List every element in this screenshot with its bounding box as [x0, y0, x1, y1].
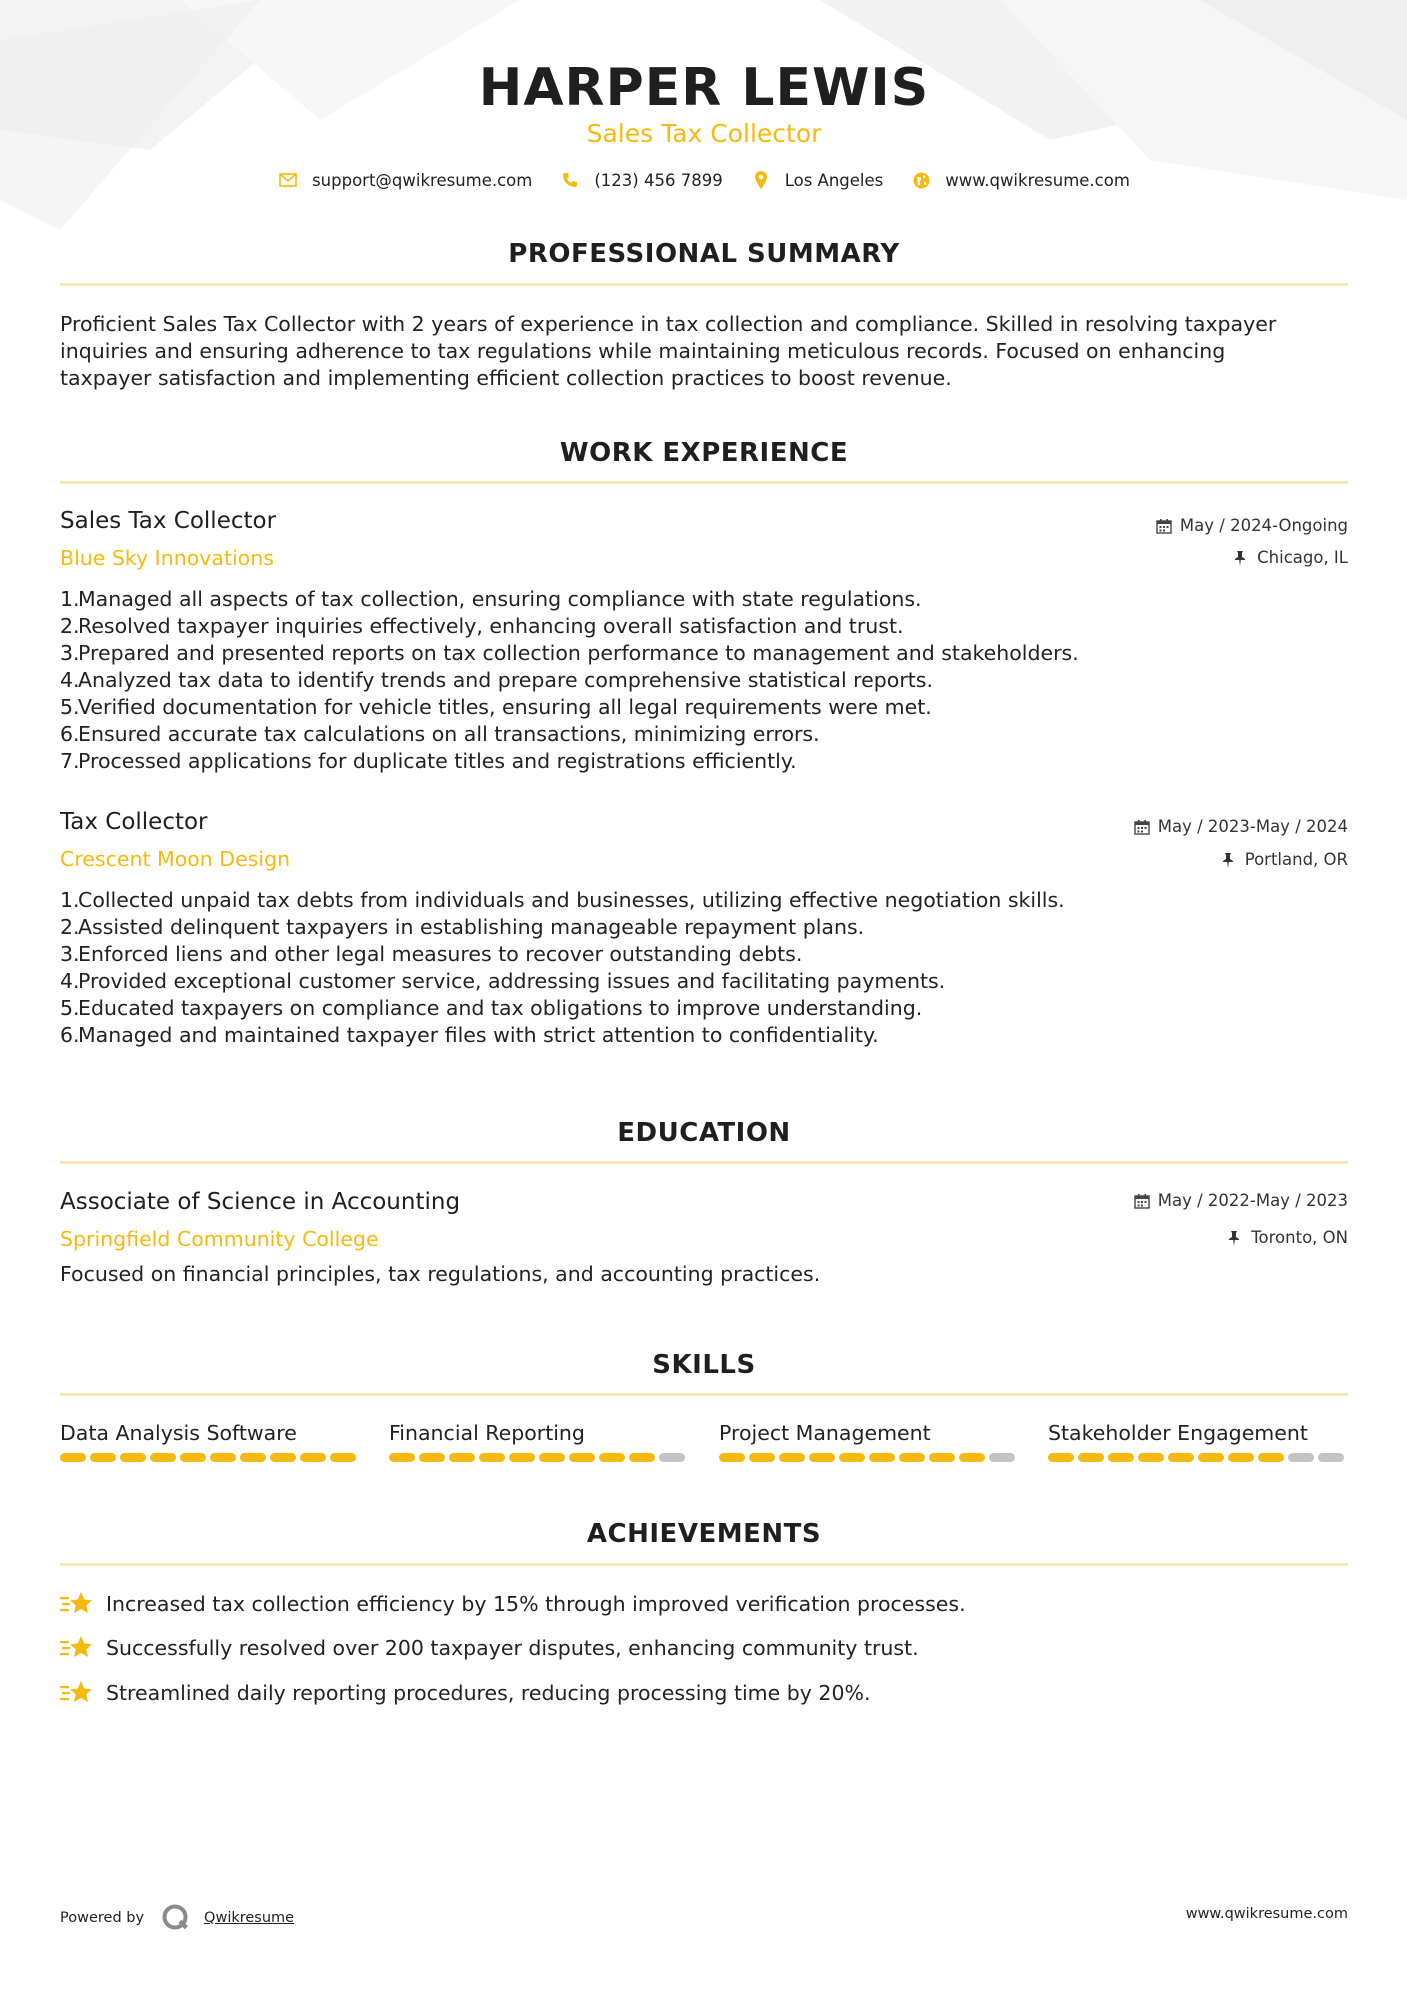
- skill-segment-empty: [1318, 1453, 1344, 1462]
- skill-item: [60, 1419, 360, 1462]
- job-location: [1221, 849, 1348, 871]
- education-dates: [1134, 1190, 1348, 1212]
- list-item: 6. Ensured accurate tax calculations on all transactions, minimizing errors.: [60, 722, 820, 746]
- contact-bar: [60, 170, 1348, 190]
- skill-segment-filled: [1078, 1453, 1104, 1462]
- shooting-star-icon: [60, 1590, 94, 1618]
- job-bullets: [60, 586, 1348, 775]
- candidate-name: HARPER LEWIS: [478, 58, 930, 118]
- skill-segment-filled: [629, 1453, 655, 1462]
- skill-segment-filled: [90, 1453, 116, 1462]
- job-company: Blue Sky Innovations: [60, 546, 274, 570]
- list-item: 3. Enforced liens and other legal measures to recover outstanding debts.: [60, 942, 803, 966]
- skill-segment-filled: [539, 1453, 565, 1462]
- achievement-item: [60, 1634, 919, 1662]
- education-heading: EDUCATION: [617, 1118, 791, 1148]
- contact-website[interactable]: [911, 170, 1130, 190]
- globe-icon: [911, 170, 931, 190]
- skill-segment-filled: [180, 1453, 206, 1462]
- summary-text: [60, 311, 1348, 392]
- education-location-text: Toronto, ON: [1251, 1228, 1348, 1247]
- job-location-text: Chicago, IL: [1257, 548, 1348, 567]
- skill-segment-filled: [1168, 1453, 1194, 1462]
- skill-segment-filled: [120, 1453, 146, 1462]
- skill-label: Data Analysis Software: [60, 1421, 297, 1445]
- skill-rating-bar: [1048, 1453, 1348, 1462]
- skill-item: [1048, 1419, 1348, 1462]
- job-location: [1233, 547, 1348, 569]
- email-text: support@qwikresume.com: [312, 170, 533, 190]
- location-text: Los Angeles: [784, 170, 884, 190]
- summary-line: inquiries and ensuring adherence to tax regulations while maintaining meticulous records. Focused on enhancing: [60, 339, 1226, 363]
- calendar-icon: [1134, 1193, 1150, 1209]
- skill-segment-filled: [60, 1453, 86, 1462]
- contact-location: [751, 170, 884, 190]
- summary-divider: [60, 283, 1348, 286]
- calendar-icon: [1134, 819, 1150, 835]
- list-item: 2. Assisted delinquent taxpayers in establishing manageable repayment plans.: [60, 915, 865, 939]
- skill-segment-filled: [1228, 1453, 1254, 1462]
- skill-segment-filled: [569, 1453, 595, 1462]
- candidate-title: Sales Tax Collector: [586, 119, 822, 148]
- skill-segment-filled: [809, 1453, 835, 1462]
- list-item: 1. Managed all aspects of tax collection, ensuring compliance with state regulations.: [60, 587, 922, 611]
- education-divider: [60, 1161, 1348, 1164]
- list-item: 5. Educated taxpayers on compliance and tax obligations to improve understanding.: [60, 996, 923, 1020]
- skill-segment-filled: [419, 1453, 445, 1462]
- list-item: 7. Processed applications for duplicate titles and registrations efficiently.: [60, 749, 797, 773]
- skill-segment-filled: [240, 1453, 266, 1462]
- shooting-star-icon: [60, 1679, 94, 1707]
- job-dates-text: May / 2023-May / 2024: [1157, 817, 1348, 836]
- skill-label: Stakeholder Engagement: [1048, 1421, 1308, 1445]
- pushpin-icon: [1233, 550, 1249, 566]
- achievement-text: Streamlined daily reporting procedures, reducing processing time by 20%.: [106, 1681, 871, 1705]
- shooting-star-icon: [60, 1634, 94, 1662]
- list-item: 1. Collected unpaid tax debts from individuals and businesses, utilizing effective negotiation skills.: [60, 888, 1065, 912]
- job-company: Crescent Moon Design: [60, 847, 291, 871]
- calendar-icon: [1156, 518, 1172, 534]
- skill-rating-bar: [60, 1453, 360, 1462]
- experience-divider: [60, 481, 1348, 484]
- skill-segment-empty: [989, 1453, 1015, 1462]
- skill-segment-filled: [599, 1453, 625, 1462]
- website-text: www.qwikresume.com: [945, 170, 1130, 190]
- skill-segment-filled: [1258, 1453, 1284, 1462]
- achievements-heading: ACHIEVEMENTS: [586, 1519, 822, 1549]
- achievement-text: Successfully resolved over 200 taxpayer disputes, enhancing community trust.: [106, 1636, 919, 1660]
- job-dates-text: May / 2024-Ongoing: [1179, 516, 1348, 535]
- skill-rating-bar: [719, 1453, 1019, 1462]
- achievement-item: [60, 1590, 966, 1618]
- skill-segment-filled: [1048, 1453, 1074, 1462]
- list-item: 6. Managed and maintained taxpayer files with strict attention to confidentiality.: [60, 1023, 879, 1047]
- skill-segment-filled: [749, 1453, 775, 1462]
- job-title: Tax Collector: [60, 809, 208, 835]
- skill-segment-filled: [1108, 1453, 1134, 1462]
- phone-text: (123) 456 7899: [594, 170, 723, 190]
- skill-segment-filled: [300, 1453, 326, 1462]
- job-title: Sales Tax Collector: [60, 508, 277, 534]
- summary-line: taxpayer satisfaction and implementing efficient collection practices to boost revenue.: [60, 366, 952, 390]
- achievement-text: Increased tax collection efficiency by 15% through improved verification processes.: [106, 1592, 966, 1616]
- list-item: 4. Analyzed tax data to identify trends and prepare comprehensive statistical reports.: [60, 668, 933, 692]
- skill-segment-filled: [869, 1453, 895, 1462]
- skill-rating-bar: [389, 1453, 689, 1462]
- footer-website[interactable]: www.qwikresume.com: [1185, 1906, 1348, 1922]
- job-location-text: Portland, OR: [1244, 850, 1348, 869]
- education-description: Focused on financial principles, tax regulations, and accounting practices.: [60, 1262, 821, 1286]
- job-dates: [1156, 515, 1348, 537]
- achievements-divider: [60, 1563, 1348, 1566]
- list-item: 5. Verified documentation for vehicle titles, ensuring all legal requirements were met.: [60, 695, 932, 719]
- skill-segment-empty: [1288, 1453, 1314, 1462]
- skill-segment-filled: [210, 1453, 236, 1462]
- skill-segment-filled: [959, 1453, 985, 1462]
- skill-label: Financial Reporting: [389, 1421, 585, 1445]
- list-item: 4. Provided exceptional customer service, addressing issues and facilitating payments.: [60, 969, 946, 993]
- skill-item: [389, 1419, 689, 1462]
- skill-segment-filled: [839, 1453, 865, 1462]
- qwikresume-logo-icon: [160, 1902, 192, 1934]
- job-dates: [1134, 816, 1348, 838]
- skill-item: [719, 1419, 1019, 1462]
- achievement-item: [60, 1679, 871, 1707]
- skill-segment-filled: [719, 1453, 745, 1462]
- skill-segment-filled: [330, 1453, 356, 1462]
- skills-divider: [60, 1393, 1348, 1396]
- school-name: Springfield Community College: [60, 1227, 379, 1251]
- map-pin-icon: [751, 170, 771, 190]
- pushpin-icon: [1227, 1230, 1243, 1246]
- summary-line: Proficient Sales Tax Collector with 2 years of experience in tax collection and compliance. Skilled in resolving taxpayer: [60, 312, 1277, 336]
- skill-segment-filled: [1138, 1453, 1164, 1462]
- powered-by-label: Powered by: [60, 1910, 145, 1926]
- summary-heading: PROFESSIONAL SUMMARY: [508, 239, 900, 269]
- skill-segment-filled: [1198, 1453, 1224, 1462]
- contact-email[interactable]: [278, 170, 532, 190]
- list-item: 3. Prepared and presented reports on tax collection performance to management and stakeholders.: [60, 641, 1079, 665]
- list-item: 2. Resolved taxpayer inquiries effectively, enhancing overall satisfaction and trust.: [60, 614, 904, 638]
- skill-segment-filled: [929, 1453, 955, 1462]
- phone-icon: [560, 170, 580, 190]
- qwikresume-link[interactable]: Qwikresume: [204, 1910, 295, 1926]
- skill-segment-filled: [270, 1453, 296, 1462]
- envelope-icon: [278, 170, 298, 190]
- skill-segment-filled: [509, 1453, 535, 1462]
- degree-title: Associate of Science in Accounting: [60, 1189, 461, 1215]
- skill-segment-filled: [449, 1453, 475, 1462]
- skill-segment-filled: [389, 1453, 415, 1462]
- job-bullets: [60, 887, 1348, 1049]
- contact-phone[interactable]: [560, 170, 722, 190]
- skill-segment-filled: [479, 1453, 505, 1462]
- footer-branding: [60, 1902, 294, 1934]
- skill-segment-filled: [150, 1453, 176, 1462]
- skill-label: Project Management: [719, 1421, 931, 1445]
- skill-segment-filled: [899, 1453, 925, 1462]
- experience-heading: WORK EXPERIENCE: [559, 438, 849, 468]
- skill-segment-filled: [779, 1453, 805, 1462]
- skill-segment-empty: [659, 1453, 685, 1462]
- skills-heading: SKILLS: [652, 1350, 756, 1380]
- education-location: [1227, 1227, 1348, 1249]
- pushpin-icon: [1221, 852, 1237, 868]
- education-dates-text: May / 2022-May / 2023: [1157, 1191, 1348, 1210]
